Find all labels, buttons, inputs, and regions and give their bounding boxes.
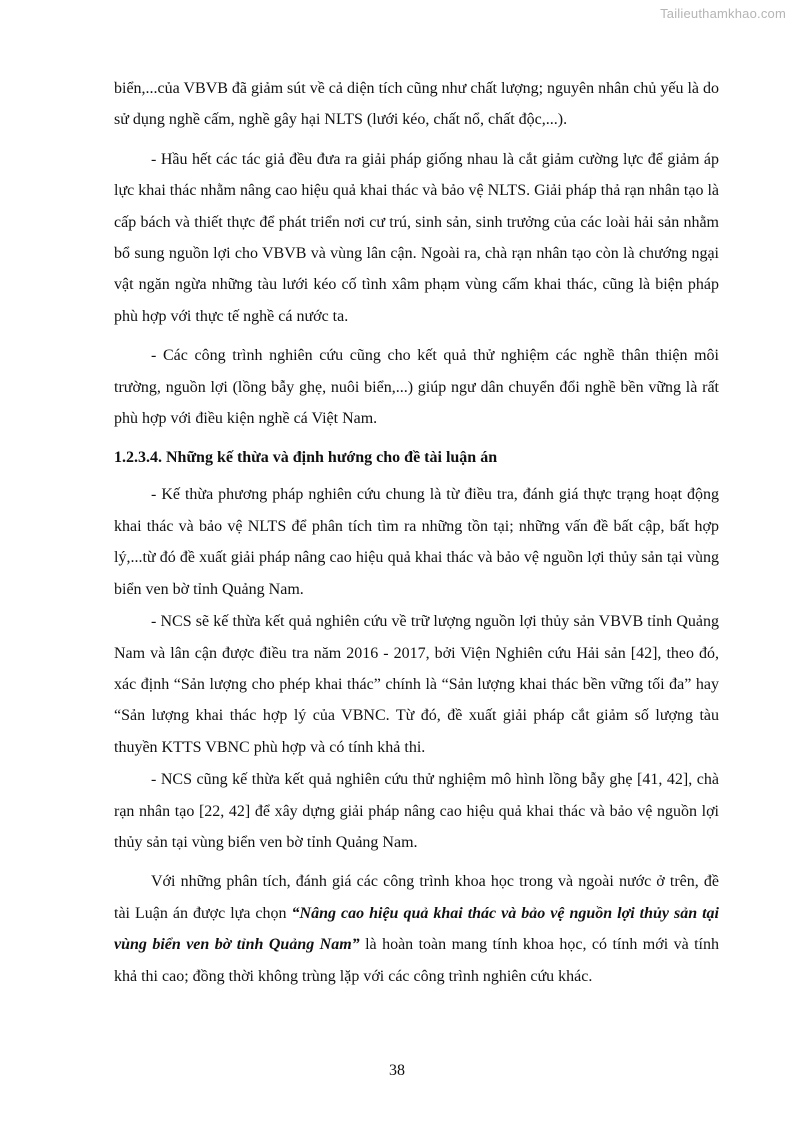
thesis-title: “Nâng cao hiệu quả khai thác và bảo vệ nguồn lợi thủy sản tại vùng biển ven bờ tỉnh Quảng Nam” bbox=[114, 904, 720, 954]
page-number: 38 bbox=[389, 1062, 405, 1079]
section-heading: 1.2.3.4. Những kế thừa và định hướng cho đề tài luận án bbox=[114, 449, 498, 467]
paragraph-inherit-models: - NCS cũng kế thừa kết quả nghiên cứu thử nghiệm mô hình lồng bẫy ghẹ [41, 42], chà rạn nhân tạo [22, 42] để xây dựng giải pháp nâng cao hiệu quả khai thác và bảo vệ nguồn lợi thủy sản tại vùng biển ven bờ tỉnh Quảng Nam. bbox=[114, 771, 719, 851]
document-body bbox=[114, 73, 719, 1000]
paragraph-continuation: biển,...của VBVB đã giảm sút về cả diện tích cũng như chất lượng; nguyên nhân chủ yếu là do sử dụng nghề cấm, nghề gây hại NLTS (lưới kéo, chất nổ, chất độc,...). bbox=[114, 80, 719, 129]
paragraph-solutions: - Hầu hết các tác giả đều đưa ra giải pháp giống nhau là cắt giảm cường lực để giảm áp lực khai thác nhằm nâng cao hiệu quả khai thác và bảo vệ NLTS. Giải pháp thả rạn nhân tạo là cấp bách và thiết thực để phát triển nơi cư trú, sinh sản, sinh trưởng của các loài hải sản nhằm bổ sung nguồn lợi cho VBVB và vùng lân cận. Ngoài ra, chà rạn nhân tạo còn là chướng ngại vật ngăn ngừa những tàu lưới kéo cố tình xâm phạm vùng cấm khai thác, cũng là biện pháp phù hợp với thực tế nghề cá nước ta. bbox=[114, 150, 719, 325]
watermark: Tailieuthamkhao.com bbox=[660, 6, 786, 21]
conclusion-text-before: Với những phân tích, đánh giá các công trình khoa học trong và ngoài nước ở trên, đề tài Luận án được lựa chọn bbox=[114, 873, 719, 922]
conclusion-text-after: là hoàn toàn mang tính khoa học, có tính mới và tính khả thi cao; đồng thời không trùng lặp với các công trình nghiên cứu khác. bbox=[114, 936, 719, 985]
paragraph-inherit-method: - Kế thừa phương pháp nghiên cứu chung là từ điều tra, đánh giá thực trạng hoạt động khai thác và bảo vệ NLTS để phân tích tìm ra những tồn tại; những vấn đề bất cập, bất hợp lý,...từ đó đề xuất giải pháp nâng cao hiệu quả khai thác và bảo vệ nguồn lợi thủy sản tại vùng biển ven bờ tỉnh Quảng Nam. bbox=[114, 486, 719, 598]
paragraph-eco-friendly-gear: - Các công trình nghiên cứu cũng cho kết quả thử nghiệm các nghề thân thiện môi trường, nguồn lợi (lồng bẫy ghẹ, nuôi biển,...) giúp ngư dân chuyển đổi nghề bền vững là rất phù hợp với điều kiện nghề cá Việt Nam. bbox=[114, 347, 719, 428]
paragraph-inherit-stock: - NCS sẽ kế thừa kết quả nghiên cứu về trữ lượng nguồn lợi thủy sản VBVB tỉnh Quảng Nam và lân cận được điều tra năm 2016 - 2017, bởi Viện Nghiên cứu Hải sản [42], theo đó, xác định “Sản lượng cho phép khai thác” chính là “Sản lượng khai thác bền vững tối đa” hay “Sản lượng khai thác hợp lý của VBNC. Từ đó, đề xuất giải pháp cắt giảm số lượng tàu thuyền KTTS VBNC phù hợp và có tính khả thi. bbox=[114, 613, 719, 756]
paragraph-conclusion bbox=[114, 866, 719, 992]
